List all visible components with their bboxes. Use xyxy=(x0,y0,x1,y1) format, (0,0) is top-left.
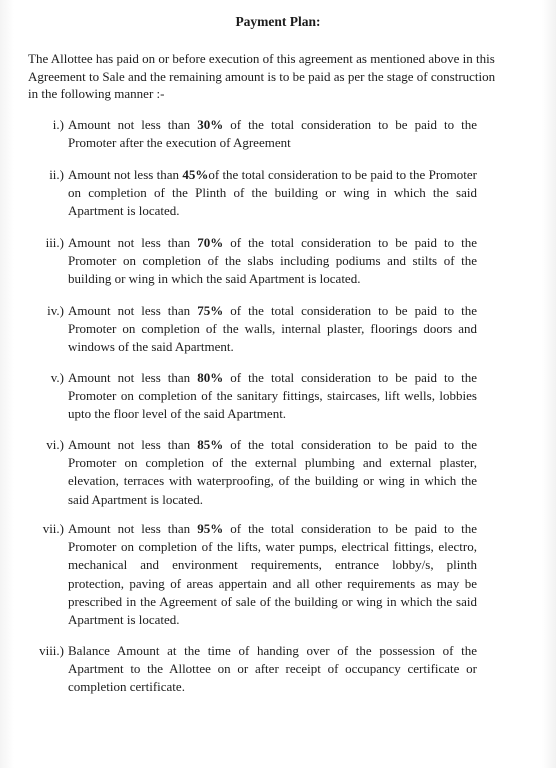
item-text: Amount not less than 80% of the total consideration to be paid to the Promoter on completion of the sanitary fittings, staircases, lift wells, lobbies upto the floor level of the said Apartment. xyxy=(68,370,478,422)
list-item xyxy=(0,436,556,509)
list-item xyxy=(0,369,556,424)
item-text: Balance Amount at the time of handing over of the possession of the Apartment to the Allottee on or after receipt of occupancy certificate or completion certificate. xyxy=(68,643,477,695)
item-text: Amount not less than 30% of the total consideration to be paid to the Promoter after the execution of Agreement xyxy=(68,117,478,151)
item-number: iii.) xyxy=(45,235,64,250)
item-percent: 80% xyxy=(197,370,224,385)
item-number: vii.) xyxy=(42,521,64,536)
item-text: Amount not less than 75% of the total consideration to be paid to the Promoter on completion of the walls, internal plaster, floorings doors and windows of the said Apartment. xyxy=(68,303,478,355)
list-item xyxy=(0,166,556,221)
item-percent: 75% xyxy=(197,303,224,318)
item-number: i.) xyxy=(52,117,64,132)
item-percent: 45% xyxy=(182,167,209,182)
list-item xyxy=(0,302,556,357)
item-text: Amount not less than 95% of the total consideration to be paid to the Promoter on completion of the lifts, water pumps, electrical fittings, electro, mechanical and environment requirements, entrance lobby/s, plinth protection, paving of areas appertain and all other requirements as may be prescribed in the Agreement of sale of the building or wing in which the said Apartment is located. xyxy=(68,521,478,628)
item-percent: 85% xyxy=(197,437,224,452)
item-text: Amount not less than 85% of the total consideration to be paid to the Promoter on completion of the external plumbing and external plaster, elevation, terraces with waterproofing, of the building or wing in which the said Apartment is located. xyxy=(68,437,478,507)
item-percent: 70% xyxy=(197,235,224,250)
list-item xyxy=(0,520,556,629)
item-number: vi.) xyxy=(46,437,64,452)
item-number: ii.) xyxy=(49,167,64,182)
item-number: iv.) xyxy=(47,303,64,318)
intro-paragraph: The Allottee has paid on or before execution of this agreement as mentioned above in this Agreement to Sale and the remaining amount is to be paid as per the stage of construction in the following manner :- xyxy=(28,51,496,101)
item-percent: 95% xyxy=(197,521,224,536)
item-percent: 30% xyxy=(197,117,224,132)
list-item xyxy=(0,234,556,289)
list-item xyxy=(0,642,556,697)
item-text: Amount not less than 70% of the total consideration to be paid to the Promoter on completion of the slabs including podiums and stilts of the building or wing in which the said Apartment is located. xyxy=(68,235,478,287)
item-text: Amount not less than 45%of the total consideration to be paid to the Promoter on completion of the Plinth of the building or wing in which the said Apartment is located. xyxy=(68,167,477,219)
item-number: v.) xyxy=(50,370,64,385)
item-number: viii.) xyxy=(39,643,64,658)
page-title: Payment Plan: xyxy=(235,14,321,29)
list-item xyxy=(0,116,556,152)
